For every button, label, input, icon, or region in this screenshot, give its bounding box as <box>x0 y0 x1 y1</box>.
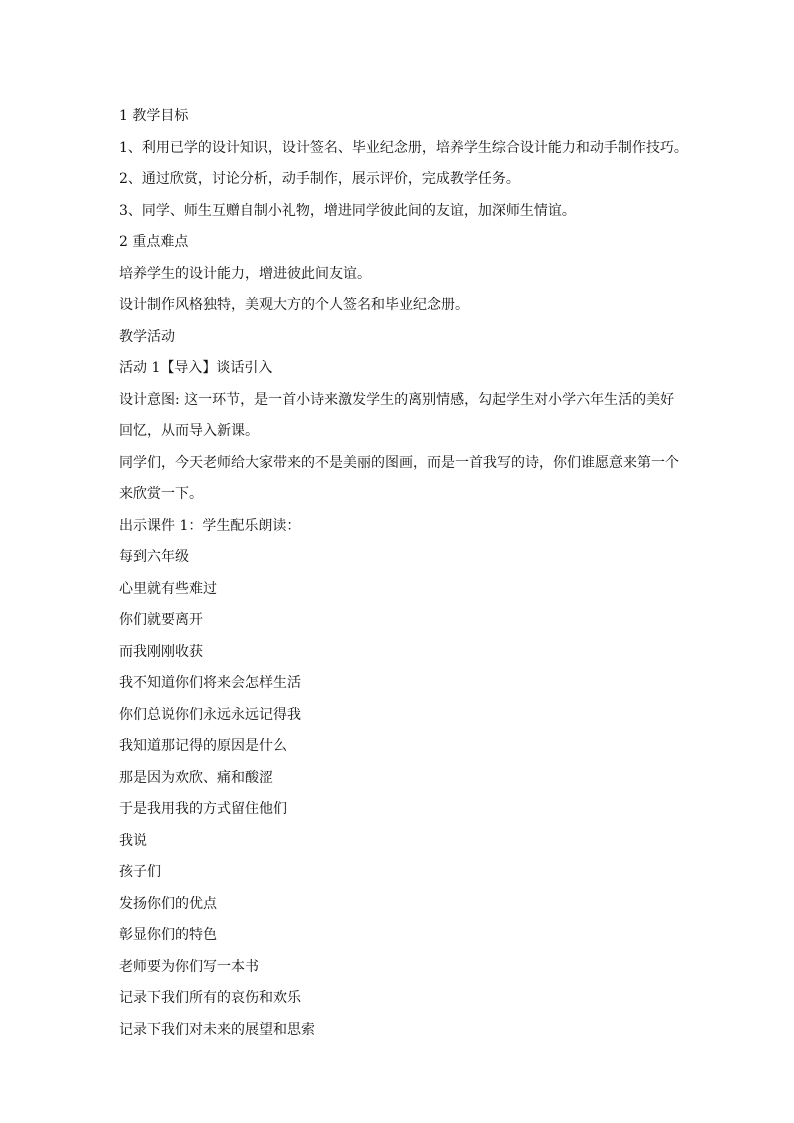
poem-line: 我说 <box>119 832 147 849</box>
poem-line: 孩子们 <box>119 864 161 880</box>
goals-heading: 1 教学目标 <box>119 108 189 124</box>
poem-line: 彰显你们的特色 <box>119 927 217 943</box>
poem-line: 我不知道你们将来会怎样生活 <box>119 675 301 691</box>
goal-item-1: 1、利用已学的设计知识，设计签名、毕业纪念册，培养学生综合设计能力和动手制作技巧。 <box>119 139 688 156</box>
poem-line: 你们就要离开 <box>119 612 203 628</box>
key-points-heading: 2 重点难点 <box>119 234 189 250</box>
teacher-intro-paragraph: 同学们，今天老师给大家带来的不是美丽的图画，而是一首我写的诗，你们谁愿意来第一个来欣赏一下。 <box>119 454 679 502</box>
poem-line: 你们总说你们永远永远记得我 <box>119 706 301 723</box>
activity-1-title: 活动 1【导入】谈话引入 <box>119 360 273 376</box>
poem-line: 老师要为你们写一本书 <box>119 958 259 975</box>
document-body <box>119 101 688 1046</box>
poem-line: 记录下我们所有的哀伤和欢乐 <box>119 990 301 1006</box>
poem-line: 那是因为欢欣、痛和酸涩 <box>119 769 273 786</box>
poem-line: 每到六年级 <box>119 549 189 565</box>
design-intent-paragraph: 设计意图: 这一环节，是一首小诗来激发学生的离别情感，勾起学生对小学六年生活的美好回忆，从而导入新课。 <box>119 391 675 439</box>
poem-line: 心里就有些难过 <box>119 580 217 597</box>
activities-heading: 教学活动 <box>119 328 175 345</box>
poem-line: 而我刚刚收获 <box>119 643 203 660</box>
poem-line: 发扬你们的优点 <box>119 895 217 912</box>
poem-line: 我知道那记得的原因是什么 <box>119 738 287 754</box>
poem-line: 记录下我们对未来的展望和思索 <box>119 1021 315 1038</box>
courseware-note: 出示课件 1：学生配乐朗读： <box>119 517 301 534</box>
key-point-item-2: 设计制作风格独特，美观大方的个人签名和毕业纪念册。 <box>119 297 469 313</box>
poem-line: 于是我用我的方式留住他们 <box>119 801 287 817</box>
goal-item-3: 3、同学、师生互赠自制小礼物，增进同学彼此间的友谊，加深师生情谊。 <box>119 202 576 219</box>
goal-item-2: 2、通过欣赏，讨论分析，动手制作，展示评价，完成教学任务。 <box>119 171 520 187</box>
key-point-item-1: 培养学生的设计能力，增进彼此间友谊。 <box>119 265 371 282</box>
